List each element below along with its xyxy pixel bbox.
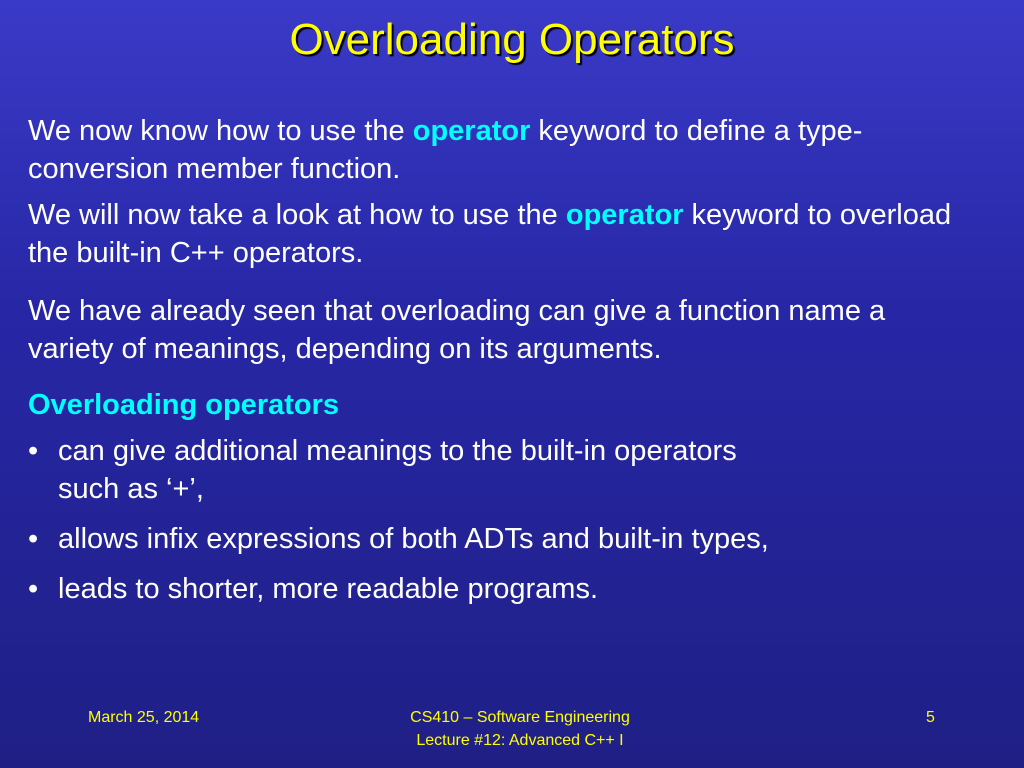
slide-body — [28, 112, 998, 608]
keyword-operator: operator — [412, 115, 531, 147]
list-item-text: allows infix expressions of both ADTs and built-in types, — [58, 523, 769, 555]
bullet-icon: • — [28, 573, 39, 605]
paragraph-2-post: keyword to overload the built-in C++ operators. — [28, 199, 952, 269]
footer-page-number: 5 — [926, 709, 935, 726]
paragraph-3: We have already seen that overloading can give a function name a variety of meanings, depending on its arguments. — [28, 295, 886, 365]
paragraph-2 — [28, 196, 988, 272]
list-item — [28, 570, 998, 608]
footer-course-info — [0, 706, 1024, 752]
slide-title: Overloading Operators — [289, 15, 735, 64]
list-item-text: can give additional meanings to the built-in operators such as ‘+’, — [58, 435, 737, 505]
paragraph-1 — [28, 112, 998, 188]
paragraph-1-pre: We now know how to use the — [28, 115, 413, 147]
bullet-icon: • — [28, 523, 39, 555]
paragraph-1-post: keyword to define a type-conversion member function. — [28, 115, 863, 185]
footer-date: March 25, 2014 — [88, 709, 200, 726]
list-item — [28, 432, 748, 508]
paragraph-2-pre: We will now take a look at how to use the — [28, 199, 566, 231]
footer-lecture: Lecture #12: Advanced C++ I — [416, 732, 624, 749]
list-item-text: leads to shorter, more readable programs. — [58, 573, 598, 605]
footer-course: CS410 – Software Engineering — [410, 709, 630, 726]
bullet-icon: • — [28, 435, 39, 467]
list-item — [28, 520, 998, 558]
keyword-operator: operator — [565, 199, 684, 231]
section-heading: Overloading operators — [28, 389, 340, 421]
